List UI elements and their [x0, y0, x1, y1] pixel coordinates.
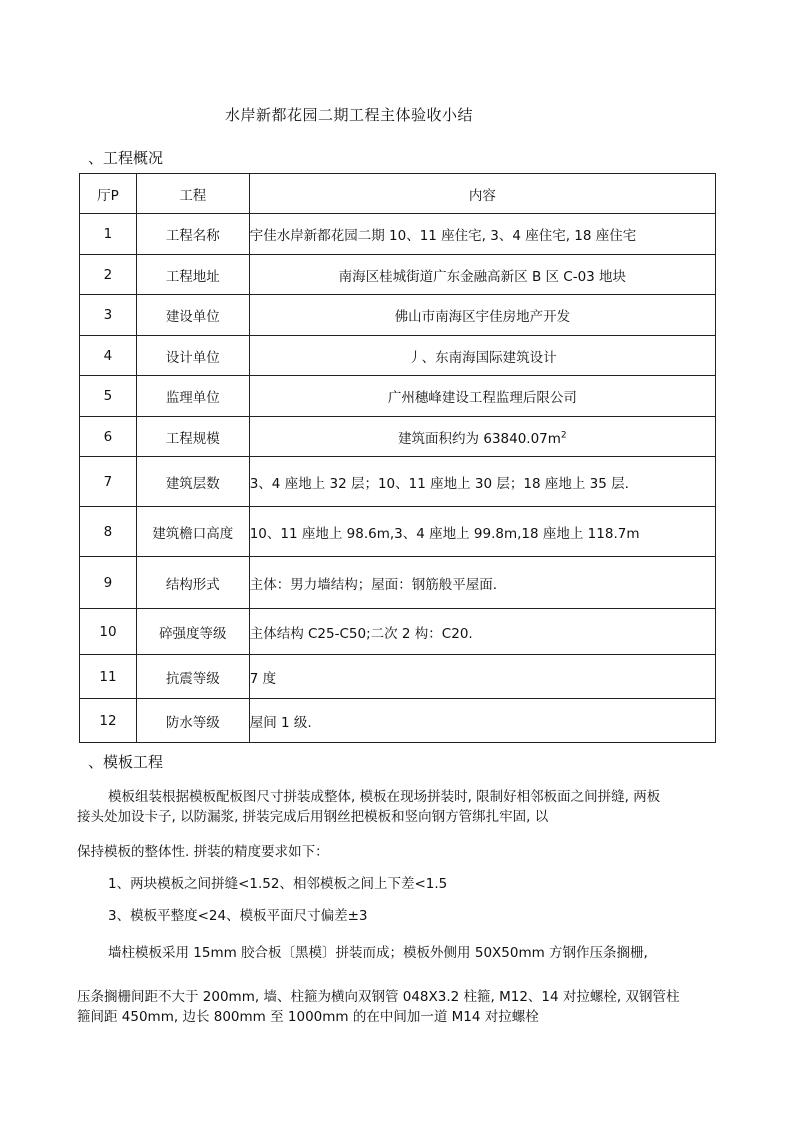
row-content: 主体：男力墙结构；屋面：钢筋般平屋面.	[249, 557, 715, 609]
row-content: 7 度	[249, 655, 715, 699]
table-row	[80, 457, 716, 507]
row-item: 工程地址	[136, 255, 249, 295]
row-item: 碎强度等级	[136, 609, 249, 655]
paragraph-wall-column-formwork: 墙柱模板采用 15mm 胶合板〔黑模〕拼装而成；模板外侧用 50X50mm 方钢作压条搁栅,	[108, 945, 648, 961]
row-item: 建设单位	[136, 295, 249, 336]
row-item: 设计单位	[136, 336, 249, 376]
table-row	[80, 336, 716, 376]
row-item: 结构形式	[136, 557, 249, 609]
section-heading-formwork: 、模板工程	[88, 753, 164, 771]
area-unit-superscript: 2	[560, 430, 567, 440]
paragraph-grid-spacing-line1: 压条搁栅间距不大于 200mm, 墙、柱箍为横向双钢管 048X3.2 柱箍, M12、14 对拉螺栓, 双钢管柱	[77, 989, 680, 1005]
row-number: 7	[80, 457, 137, 507]
table-row	[80, 507, 716, 557]
table-row	[80, 295, 716, 336]
row-content: 屋间 1 级.	[249, 699, 715, 743]
row-content: 3、4 座地上 32 层；10、11 座地上 30 层；18 座地上 35 层.	[249, 457, 715, 507]
table-header-row	[80, 174, 716, 214]
paragraph-formwork-assembly-line2: 接头处加设卡子, 以防漏浆, 拼装完成后用钢丝把模板和竖向钢方管绑扎牢固, 以	[77, 809, 549, 825]
row-content: 丿、东南海国际建筑设计	[249, 336, 715, 376]
header-item: 工程	[136, 174, 249, 214]
table-row	[80, 214, 716, 255]
row-number: 3	[80, 295, 137, 336]
row-item: 监理单位	[136, 376, 249, 417]
paragraph-formwork-assembly-line1: 模板组装根据模板配板图尺寸拼装成整体, 模板在现场拼装时, 限制好相邻板面之间拼缝, 两板	[108, 789, 661, 805]
section-heading-overview: 、工程概况	[88, 149, 164, 167]
table-row	[80, 557, 716, 609]
paragraph-precision-1: 1、两块模板之间拼缝<1.52、相邻模板之间上下差<1.5	[108, 876, 448, 892]
row-content	[249, 417, 715, 457]
row-item: 工程名称	[136, 214, 249, 255]
row-content: 主体结构 C25-C50;二次 2 构：C20.	[249, 609, 715, 655]
area-text: 建筑面积约为 63840.07m	[398, 430, 561, 447]
paragraph-grid-spacing-line2: 箍间距 450mm, 边长 800mm 至 1000mm 的在中间加一道 M14 对拉螺栓	[77, 1009, 539, 1025]
row-number: 10	[80, 609, 137, 655]
project-overview-table	[79, 173, 716, 743]
paragraph-integrity: 保持模板的整体性. 拼装的精度要求如下：	[77, 844, 329, 860]
row-item: 工程规模	[136, 417, 249, 457]
header-number: 厅P	[80, 174, 137, 214]
row-item: 抗震等级	[136, 655, 249, 699]
document-title: 水岸新都花园二期工程主体验收小结	[225, 106, 474, 124]
row-item: 建筑檐口高度	[136, 507, 249, 557]
row-number: 2	[80, 255, 137, 295]
header-content: 内容	[249, 174, 715, 214]
table-row	[80, 699, 716, 743]
row-content: 佛山巿南海区宇佳房地产开发	[249, 295, 715, 336]
row-item: 防水等级	[136, 699, 249, 743]
row-number: 11	[80, 655, 137, 699]
table-row	[80, 609, 716, 655]
table-row	[80, 417, 716, 457]
row-number: 6	[80, 417, 137, 457]
row-content: 宇佳水岸新都花园二期 10、11 座住宅, 3、4 座住宅, 18 座住宅	[249, 214, 715, 255]
row-content: 南海区桂城街道广东金融高新区 B 区 C-03 地块	[249, 255, 715, 295]
table-row	[80, 655, 716, 699]
row-number: 1	[80, 214, 137, 255]
row-number: 8	[80, 507, 137, 557]
row-content: 10、11 座地上 98.6m,3、4 座地上 99.8m,18 座地上 118.7m	[249, 507, 715, 557]
row-number: 4	[80, 336, 137, 376]
paragraph-precision-2: 3、模板平整度<24、模板平面尺寸偏差±3	[108, 908, 368, 924]
row-number: 12	[80, 699, 137, 743]
table-row	[80, 376, 716, 417]
table-row	[80, 255, 716, 295]
row-item: 建筑层数	[136, 457, 249, 507]
row-number: 5	[80, 376, 137, 417]
row-number: 9	[80, 557, 137, 609]
row-content: 广州穗峰建设工程监理后限公司	[249, 376, 715, 417]
